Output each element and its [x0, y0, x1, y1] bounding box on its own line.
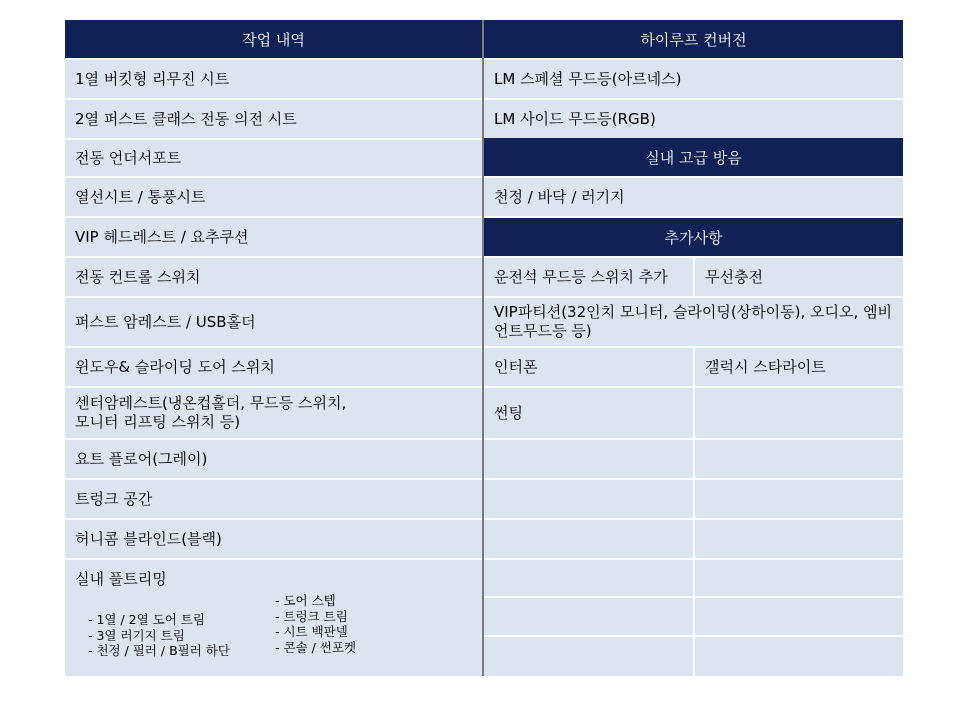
trim-detail-item: - 1열 / 2열 도어 트림 — [88, 612, 230, 628]
left-row-3: 전동 언더서포트 — [65, 140, 482, 176]
trim-detail-item: - 천정 / 필러 / B필러 하단 — [88, 643, 230, 659]
left-row-2: 2열 퍼스트 클래스 전동 의전 시트 — [65, 100, 482, 138]
addition-wireless-charging: 무선충전 — [695, 258, 903, 296]
left-row-4: 열선시트 / 통풍시트 — [65, 178, 482, 216]
sound-row-1: 천정 / 바닥 / 러기지 — [484, 178, 903, 216]
additions-header: 추가사항 — [484, 218, 903, 256]
empty-cell — [695, 440, 903, 478]
empty-cell — [695, 560, 903, 596]
addition-tinting: 썬팅 — [484, 388, 693, 438]
empty-cell — [695, 637, 903, 676]
trim-detail-item: - 도어 스텝 — [275, 593, 356, 609]
trim-details-left-list — [88, 612, 230, 659]
empty-cell — [484, 637, 693, 676]
empty-cell — [484, 520, 693, 558]
left-row-11: 트렁크 공간 — [65, 480, 482, 518]
addition-vip-partition: VIP파티션(32인치 모니터, 슬라이딩(상하이동), 오디오, 엠비언트무드등 등) — [484, 298, 903, 346]
left-row-12: 허니콤 블라인드(블랙) — [65, 520, 482, 558]
addition-interphone: 인터폰 — [484, 348, 693, 386]
left-row-7: 퍼스트 암레스트 / USB홀더 — [65, 298, 482, 346]
trim-detail-item: - 시트 백판넬 — [275, 624, 356, 640]
conversion-row-2: LM 사이드 무드등(RGB) — [484, 100, 903, 138]
empty-cell — [484, 598, 693, 635]
addition-driver-mood-switch: 운전석 무드등 스위치 추가 — [484, 258, 693, 296]
trim-detail-item: - 3열 러기지 트림 — [88, 628, 230, 644]
trim-details-right-list — [275, 593, 356, 655]
left-row-5: VIP 헤드레스트 / 요추쿠션 — [65, 218, 482, 256]
sound-header: 실내 고급 방음 — [484, 138, 903, 176]
conversion-row-1: LM 스페셜 무드등(아르네스) — [484, 60, 903, 98]
empty-cell — [484, 440, 693, 478]
left-row-8: 윈도우& 슬라이딩 도어 스위치 — [65, 348, 482, 386]
trim-detail-item: - 트렁크 트림 — [275, 609, 356, 625]
left-row-1: 1열 버킷형 리무진 시트 — [65, 60, 482, 98]
left-header: 작업 내역 — [65, 20, 482, 58]
trim-title: 실내 풀트리밍 — [75, 570, 167, 588]
trim-detail-item: - 콘솔 / 썬포켓 — [275, 640, 356, 656]
conversion-header: 하이루프 컨버전 — [484, 20, 903, 58]
left-row-6: 전동 컨트롤 스위치 — [65, 258, 482, 296]
addition-starlight: 갤럭시 스타라이트 — [695, 348, 903, 386]
empty-cell — [695, 520, 903, 558]
left-row-10: 요트 플로어(그레이) — [65, 440, 482, 478]
empty-cell — [695, 388, 903, 438]
empty-cell — [484, 560, 693, 596]
empty-cell — [695, 480, 903, 518]
empty-cell — [484, 480, 693, 518]
left-row-9: 센터암레스트(냉온컵홀더, 무드등 스위치, 모니터 리프팅 스위치 등) — [65, 388, 482, 438]
empty-cell — [695, 598, 903, 635]
